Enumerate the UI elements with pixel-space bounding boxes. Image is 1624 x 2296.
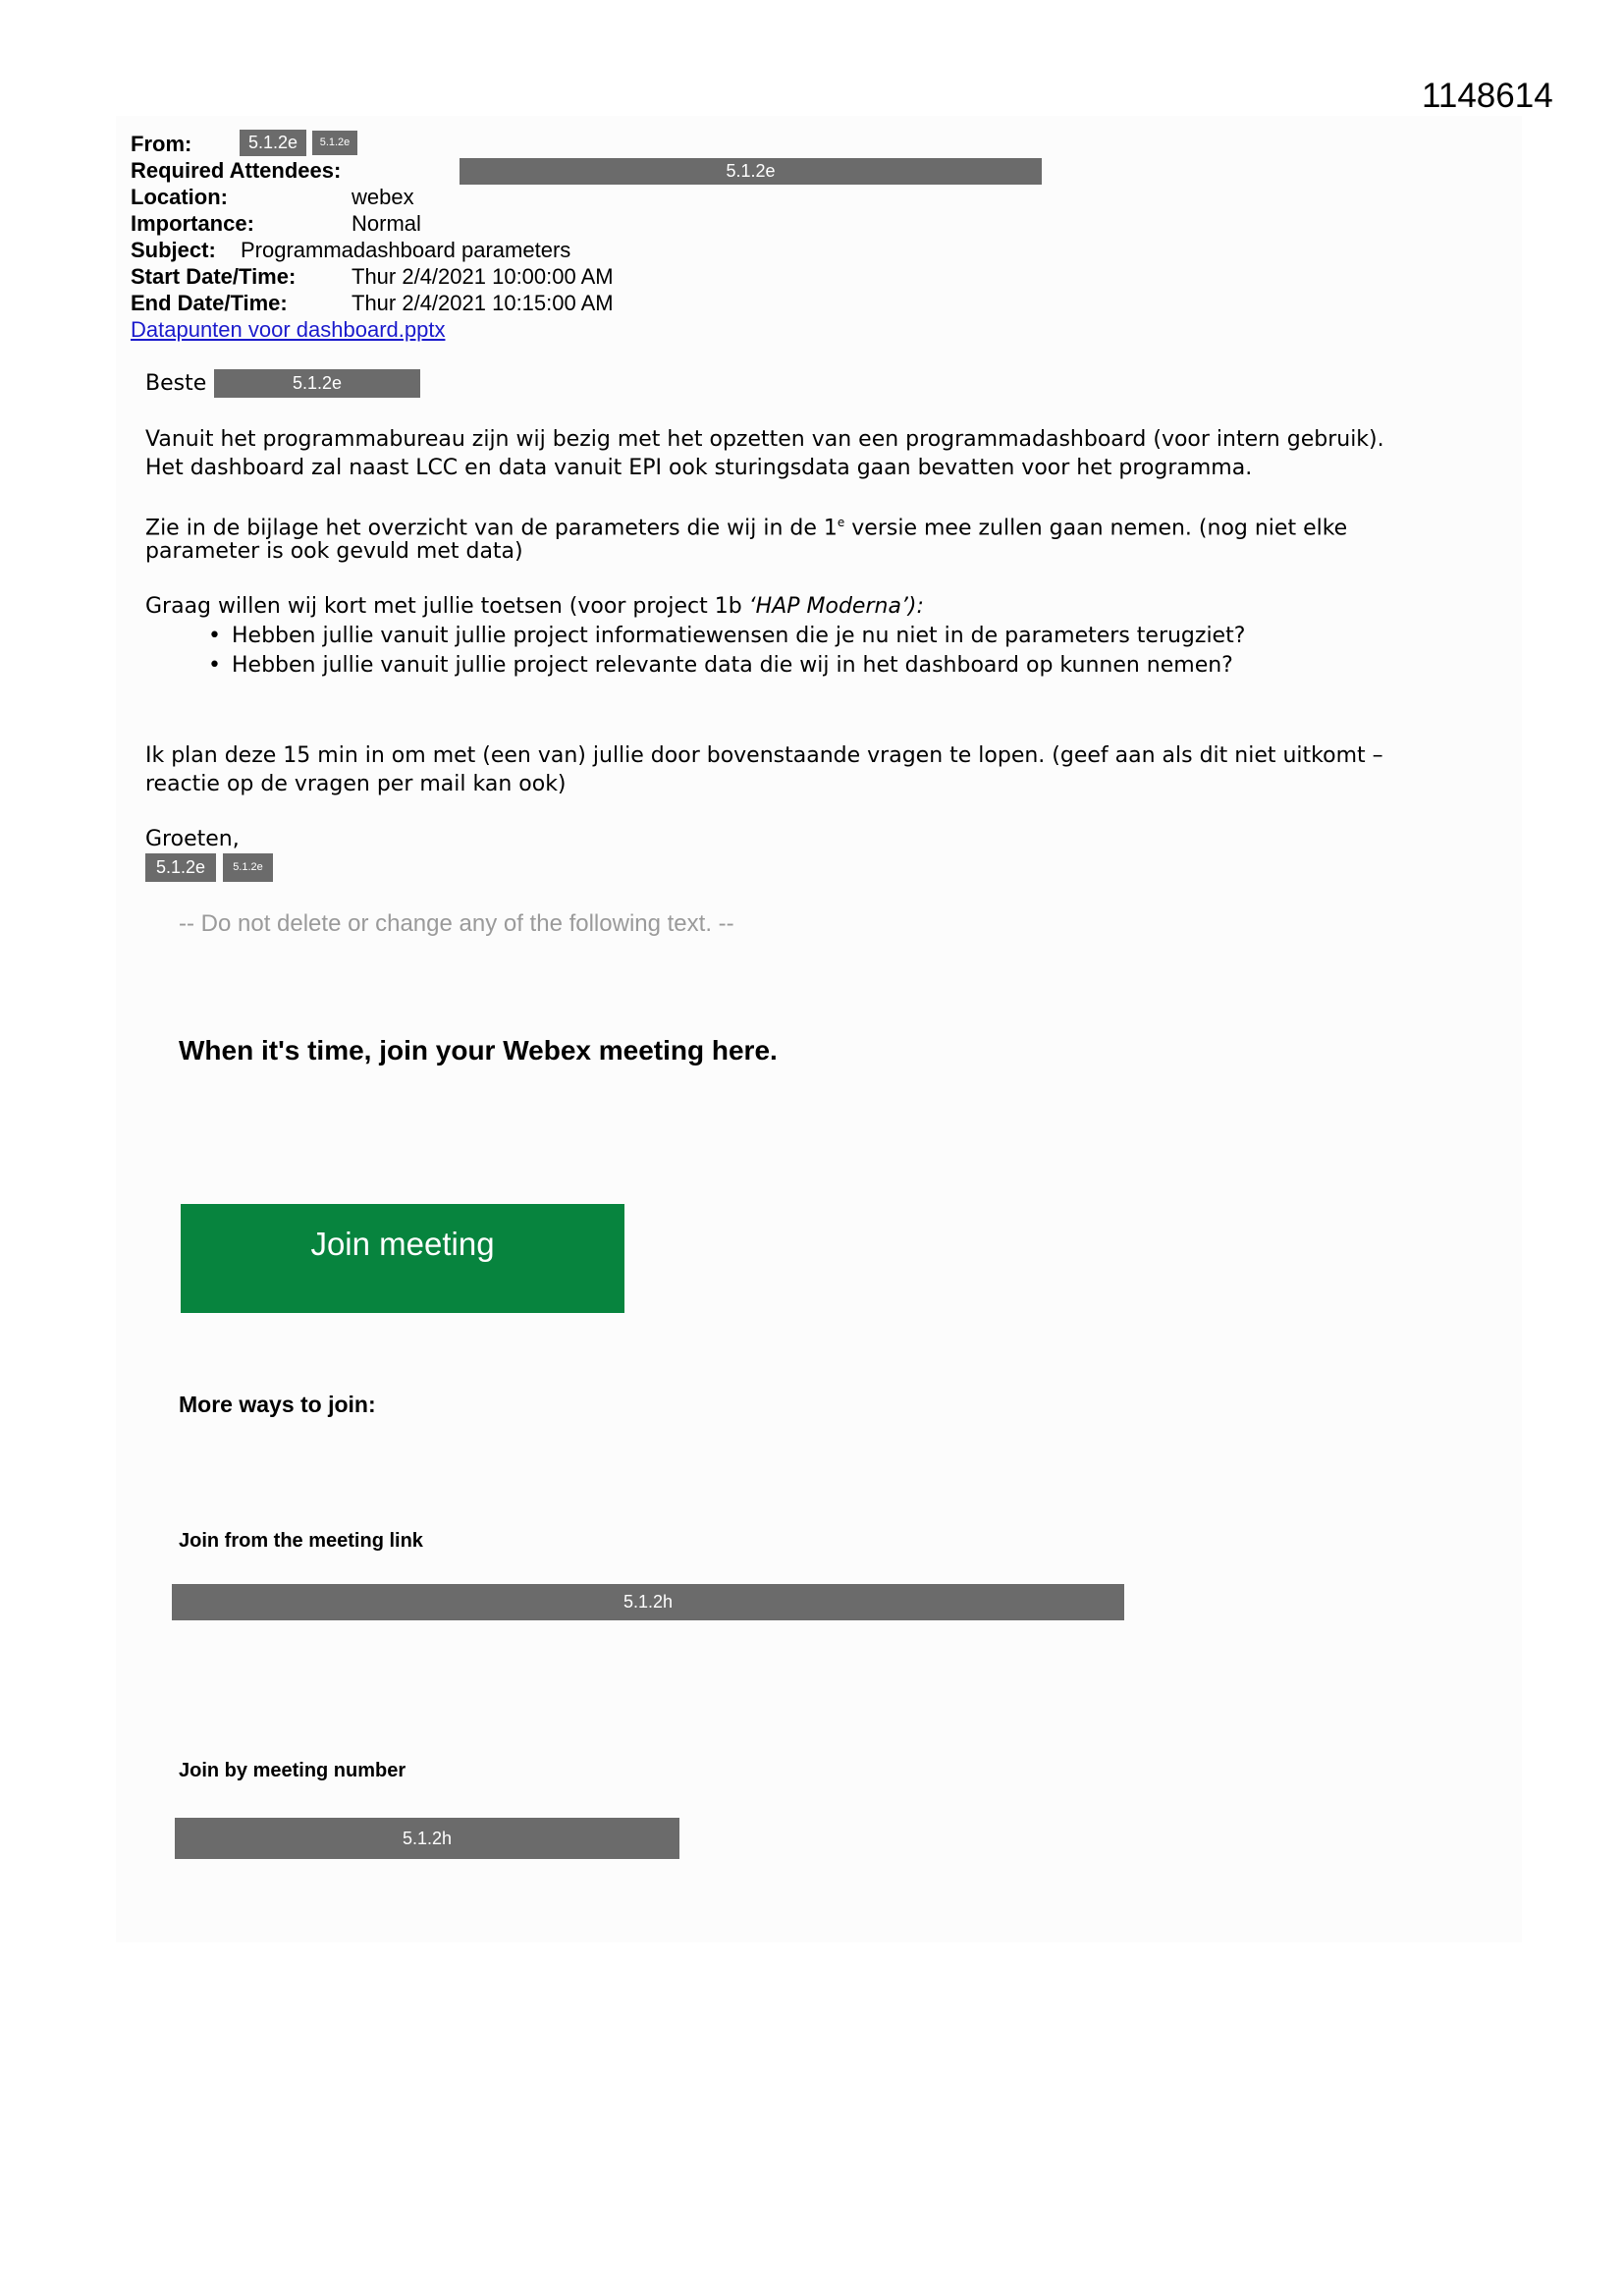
from-label: From:: [131, 132, 192, 156]
greeting: Beste: [145, 371, 207, 396]
from-redaction-small: 5.1.2e: [312, 131, 357, 155]
location-label: Location:: [131, 185, 228, 209]
bullet-item: [208, 651, 1233, 680]
join-link-heading: Join from the meeting link: [179, 1530, 423, 1552]
meeting-number-redaction: 5.1.2h: [175, 1818, 679, 1859]
paragraph-1-line-2: Het dashboard zal naast LCC en data vanuit EPI ook sturingsdata gaan bevatten voor het programma.: [145, 456, 1253, 480]
paragraph-2-text: Zie in de bijlage het overzicht van de parameters die wij in de 1: [145, 516, 838, 541]
paragraph-2-line-2: parameter is ook gevuld met data): [145, 539, 523, 564]
bullet-item: [208, 622, 1245, 650]
attendees-redaction: 5.1.2e: [460, 158, 1042, 185]
bullet-dot: •: [208, 653, 221, 678]
bullet-text: Hebben jullie vanuit jullie project informatiewensen die je nu niet in de parameters terugziet?: [232, 624, 1246, 648]
location-value: webex: [352, 185, 414, 209]
end-datetime-label: End Date/Time:: [131, 291, 288, 315]
project-name: ‘HAP Moderna’):: [748, 594, 924, 619]
paragraph-4-line-1: Ik plan deze 15 min in om met (een van) jullie door bovenstaande vragen te lopen. (geef aan als dit niet uitkomt –: [145, 743, 1383, 768]
more-ways-heading: More ways to join:: [179, 1392, 376, 1417]
start-datetime-label: Start Date/Time:: [131, 264, 297, 289]
end-datetime-value: Thur 2/4/2021 10:15:00 AM: [352, 291, 614, 315]
from-redaction: 5.1.2e: [240, 130, 306, 156]
subject-value: Programmadashboard parameters: [241, 238, 571, 262]
paragraph-1-line-1: Vanuit het programmabureau zijn wij bezig met het opzetten van een programmadashboard (voor intern gebruik).: [145, 427, 1384, 452]
importance-label: Importance:: [131, 211, 254, 236]
paragraph-4-line-2: reactie op de vragen per mail kan ook): [145, 772, 567, 796]
greeting-redaction: 5.1.2e: [214, 369, 420, 398]
document-number: 1148614: [1422, 77, 1553, 115]
meeting-link-redaction: 5.1.2h: [172, 1584, 1124, 1620]
paragraph-2-text-cont: versie mee zullen gaan nemen. (nog niet elke: [844, 516, 1348, 541]
attendees-label: Required Attendees:: [131, 158, 342, 183]
superscript-e: e: [837, 516, 845, 529]
bullet-text: Hebben jullie vanuit jullie project relevante data die wij in het dashboard op kunnen nemen?: [232, 653, 1233, 678]
join-number-heading: Join by meeting number: [179, 1760, 406, 1781]
signature-redaction-small: 5.1.2e: [223, 853, 273, 882]
subject-label: Subject:: [131, 238, 216, 262]
webex-heading: When it's time, join your Webex meeting here.: [179, 1035, 778, 1066]
signature-redaction: 5.1.2e: [145, 853, 216, 882]
paragraph-3-text: Graag willen wij kort met jullie toetsen (voor project 1b: [145, 594, 749, 619]
importance-value: Normal: [352, 211, 421, 236]
start-datetime-value: Thur 2/4/2021 10:00:00 AM: [352, 264, 614, 289]
closing: Groeten,: [145, 827, 240, 851]
attachment-link[interactable]: Datapunten voor dashboard.pptx: [131, 317, 446, 342]
do-not-delete-notice: -- Do not delete or change any of the following text. --: [179, 910, 734, 937]
paragraph-3: [145, 592, 924, 621]
join-meeting-button[interactable]: Join meeting: [181, 1204, 624, 1313]
bullet-dot: •: [208, 624, 221, 648]
